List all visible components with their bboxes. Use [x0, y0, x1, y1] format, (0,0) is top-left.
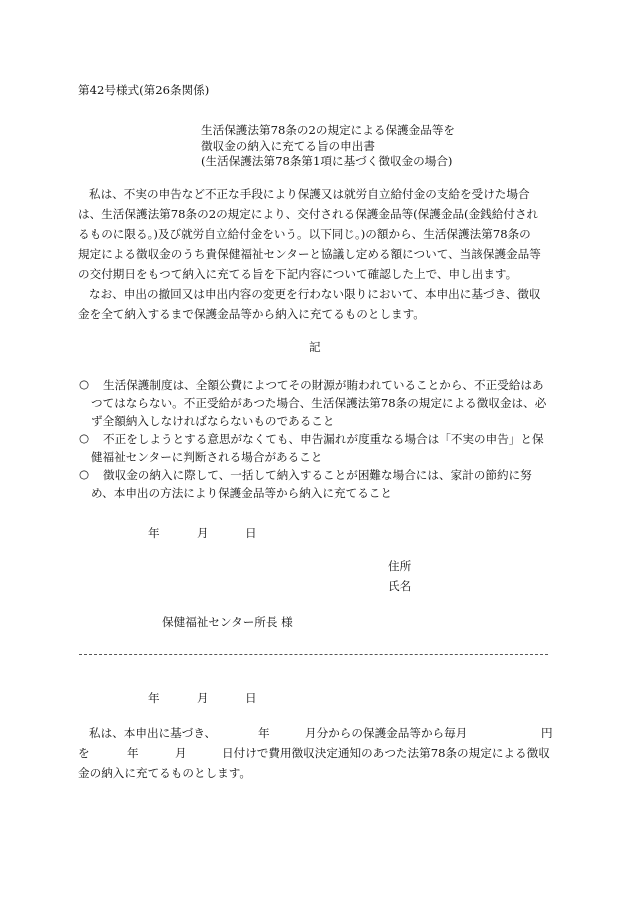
- item-2-line-1: 不正をしようとする意思がなくても、申告漏れが度重なる場合は「不実の申告」と保: [103, 432, 544, 446]
- paragraph1-line-3: るものに限る。)及び就労自立給付金をいう。以下同じ。)の額から、生活保護法第78条の: [78, 227, 531, 241]
- cut-line-divider: [79, 654, 548, 655]
- date2-day-label: 日: [245, 691, 257, 705]
- lower-line-1-year: 年: [258, 726, 270, 740]
- lower-line-2-year: 年: [127, 746, 139, 760]
- title-line-1: 生活保護法第78条の2の規定による保護金品等を: [201, 123, 456, 137]
- name-label: 氏名: [388, 579, 412, 593]
- paragraph1-line-5: の交付期日をもつて納入に充てる旨を下記内容について確認した上で、申し出ます。: [78, 267, 518, 281]
- addressee: 保健福祉センター所長 様: [162, 615, 293, 629]
- date1-day-label: 日: [245, 526, 257, 540]
- date1-year-label: 年: [148, 526, 160, 540]
- item-3-line-2: め、本申出の方法により保護金品等から納入に充てること: [91, 486, 392, 500]
- paragraph2-line-1: なお、申出の撤回又は申出内容の変更を行わない限りにおいて、本申出に基づき、徴収: [89, 287, 541, 301]
- item-1-bullet: ○: [79, 377, 90, 391]
- lower-line-1-c: 月分からの保護金品等から毎月: [305, 726, 468, 740]
- item-1-line-3: ず全額納入しなければならないものであること: [91, 414, 335, 428]
- item-3-bullet: ○: [79, 467, 90, 481]
- date2-month-label: 月: [197, 691, 209, 705]
- lower-line-2-d: 日付けで費用徴収決定通知のあつた法第78条の規定による徴収: [222, 746, 550, 760]
- paragraph2-line-2: 金を全て納入するまで保護金品等から納入に充てるものとします。: [78, 307, 425, 321]
- ki-heading: 記: [309, 340, 321, 354]
- paragraph1-line-1: 私は、不実の申告など不正な手段により保護又は就労自立給付金の支給を受けた場合: [89, 187, 530, 201]
- date2-year-label: 年: [148, 691, 160, 705]
- address-label: 住所: [388, 559, 412, 573]
- date1-month-label: 月: [197, 526, 209, 540]
- lower-line-1-yen: 円: [541, 726, 553, 740]
- item-2-bullet: ○: [79, 431, 90, 445]
- title-line-2: 徴収金の納入に充てる旨の申出書: [201, 139, 375, 153]
- form-number: 第42号様式(第26条関係): [78, 83, 210, 97]
- item-1-line-1: 生活保護制度は、全額公費によつてその財源が賄われていることから、不正受給はあ: [103, 378, 544, 392]
- item-2-line-2: 健福祉センターに判断される場合があること: [91, 450, 323, 464]
- lower-line-1-a: 私は、本申出に基づき、: [89, 726, 217, 740]
- lower-line-3: 金の納入に充てるものとします。: [78, 766, 251, 780]
- item-1-line-2: つてはならない。不正受給があつた場合、生活保護法第78条の規定による徴収金は、必: [91, 396, 547, 410]
- paragraph1-line-2: は、生活保護法第78条の2の規定により、交付される保護金品等(保護金品(金銭給付され: [78, 207, 539, 221]
- title-line-3: (生活保護法第78条第1項に基づく徴収金の場合): [201, 154, 453, 168]
- lower-line-2-a: を: [78, 746, 90, 760]
- lower-line-2-month: 月: [175, 746, 187, 760]
- item-3-line-1: 徴収金の納入に際して、一括して納入することが困難な場合には、家計の節約に努: [103, 468, 532, 482]
- paragraph1-line-4: 規定による徴収金のうち貴保健福祉センターと協議し定める額について、当該保護金品等: [78, 247, 541, 261]
